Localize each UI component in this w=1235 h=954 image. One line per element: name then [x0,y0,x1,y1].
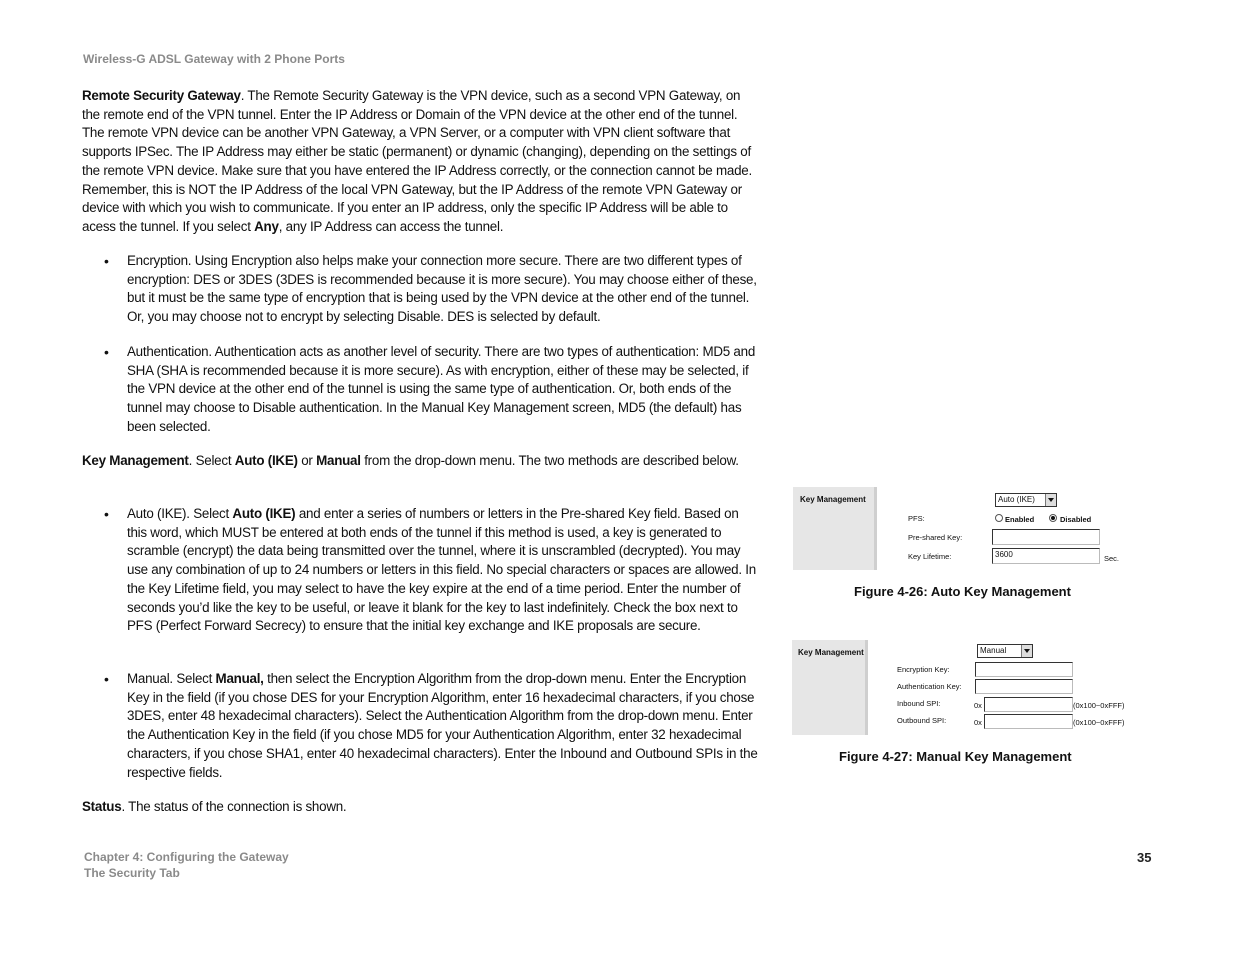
pre-shared-key-input[interactable] [992,529,1100,545]
term: Remote Security Gateway [82,88,241,103]
paragraph-remote-security-gateway: Remote Security Gateway. The Remote Security Gateway is the VPN device, such as a second VPN Gateway, on the remote end of the VPN tunnel. Enter the IP Address or Domain of the VPN device at the other end of the tunnel. The remote VPN device can be another VPN Gateway, a VPN Server, or a computer with VPN client software that supports IPSec. The IP Address may either be static (permanent) or dynamic (changing), depending on the settings of the remote VPN device. Make sure that you have entered the IP Address correctly, or the connection cannot be made. Remember, this is NOT the IP Address of the local VPN Gateway, but the IP Address of the remote VPN Gateway or device with which you wish to communicate. If you enter an IP address, only the specific IP Address will be able to acess the tunnel. If you select Any, any IP Address can access the tunnel. [82,88,752,234]
inbound-spi-prefix: 0x [974,701,982,710]
inbound-spi-range: (0x100~0xFFF) [1073,701,1125,710]
chevron-down-icon[interactable] [1021,645,1032,657]
key-management-select[interactable]: Manual [977,644,1033,658]
inbound-spi-input[interactable] [984,697,1073,712]
figure-auto-key-management [793,487,1133,570]
encryption-key-input[interactable] [975,662,1073,677]
bullet-auto-ike: Auto (IKE). Select Auto (IKE) and enter a series of numbers or letters in the Pre-shared Key field. Based on this word, which MUST be entered at both ends of the tunnel if this method is used, a key is generated to scramble (encrypt) the data being transmitted over the tunnel, where it is unscrambled (decrypted). You may use any combination of up to 24 numbers or letters in this field. No special characters or spaces are allowed. In the Key Lifetime field, you may select to have the key expire at the end of a time period. Enter the number of seconds you’d like the key to be useful, or leave it blank for the key to last indefinitely. Check the box next to PFS (Perfect Forward Secrecy) to ensure that the initial key exchange and IKE proposals are secure. [127,506,756,634]
paragraph-status: Status. The status of the connection is shown. [82,799,347,814]
sidebar-label: Key Management [800,495,866,504]
figure-manual-key-management [792,640,1132,735]
pfs-disabled-label: Disabled [1060,515,1092,524]
figure-caption: Figure 4-26: Auto Key Management [854,584,1071,599]
outbound-spi-label: Outbound SPI: [897,716,947,725]
key-lifetime-input[interactable]: 3600 [992,548,1100,564]
page-number: 35 [1137,850,1152,865]
bullet-marker: • [104,253,109,269]
pfs-enabled-label: Enabled [1005,515,1035,524]
footer-chapter: Chapter 4: Configuring the Gateway [84,850,289,864]
authentication-key-input[interactable] [975,679,1073,694]
key-lifetime-unit: Sec. [1104,554,1120,563]
figure-caption: Figure 4-27: Manual Key Management [839,749,1072,764]
sidebar-label: Key Management [798,648,864,657]
pfs-disabled-radio[interactable] [1049,514,1057,522]
bullet-encryption: Encryption. Using Encryption also helps make your connection more secure. There are two different types of encryption: DES or 3DES (3DES is recommended because it is more secure). You may choose either of these, but it must be the same type of encryption that is being used by the VPN device at the other end of the tunnel. Or, you may choose not to encrypt by selecting Disable. DES is selected by default. [127,253,757,325]
inbound-spi-label: Inbound SPI: [897,699,941,708]
pfs-label: PFS: [908,514,925,523]
bullet-marker: • [104,506,109,522]
footer-section: The Security Tab [84,866,180,880]
outbound-spi-range: (0x100~0xFFF) [1073,718,1125,727]
chevron-down-icon[interactable] [1045,494,1056,506]
pfs-enabled-radio[interactable] [995,514,1003,522]
bullet-marker: • [104,671,109,687]
outbound-spi-input[interactable] [984,714,1073,729]
bullet-authentication: Authentication. Authentication acts as another level of security. There are two types of authentication: MD5 and SHA (SHA is recommended because it is more secure). As with encryption, either of these may be selected, if the VPN device at the other end of the tunnel is using the same type of authentication. Or, both ends of the tunnel may choose to Disable authentication. In the Manual Key Management screen, MD5 (the default) has been selected. [127,344,756,434]
running-header: Wireless-G ADSL Gateway with 2 Phone Ports [83,52,345,66]
outbound-spi-prefix: 0x [974,718,982,727]
paragraph-key-management: Key Management. Select Auto (IKE) or Manual from the drop-down menu. The two methods are described below. [82,453,739,468]
key-management-select[interactable]: Auto (IKE) [995,493,1057,507]
bullet-marker: • [104,344,109,360]
key-lifetime-label: Key Lifetime: [908,552,952,561]
bullet-manual: Manual. Select Manual, then select the Encryption Algorithm from the drop-down menu. Enter the Encryption Key in the field (if you chose DES for your Encryption Algorithm, enter 16 hexadecimal characters, if you chose 3DES, enter 48 hexadecimal characters). Select the Authentication Algorithm from the drop-down menu. Enter the Authentication Key in the field (if you chose MD5 for your Authentication Algorithm, enter 32 hexadecimal characters, if you chose SHA1, enter 40 hexadecimal characters). Enter the Inbound and Outbound SPIs in the respective fields. [127,671,758,780]
pre-shared-key-label: Pre-shared Key: [908,533,963,542]
authentication-key-label: Authentication Key: [897,682,962,691]
encryption-key-label: Encryption Key: [897,665,950,674]
